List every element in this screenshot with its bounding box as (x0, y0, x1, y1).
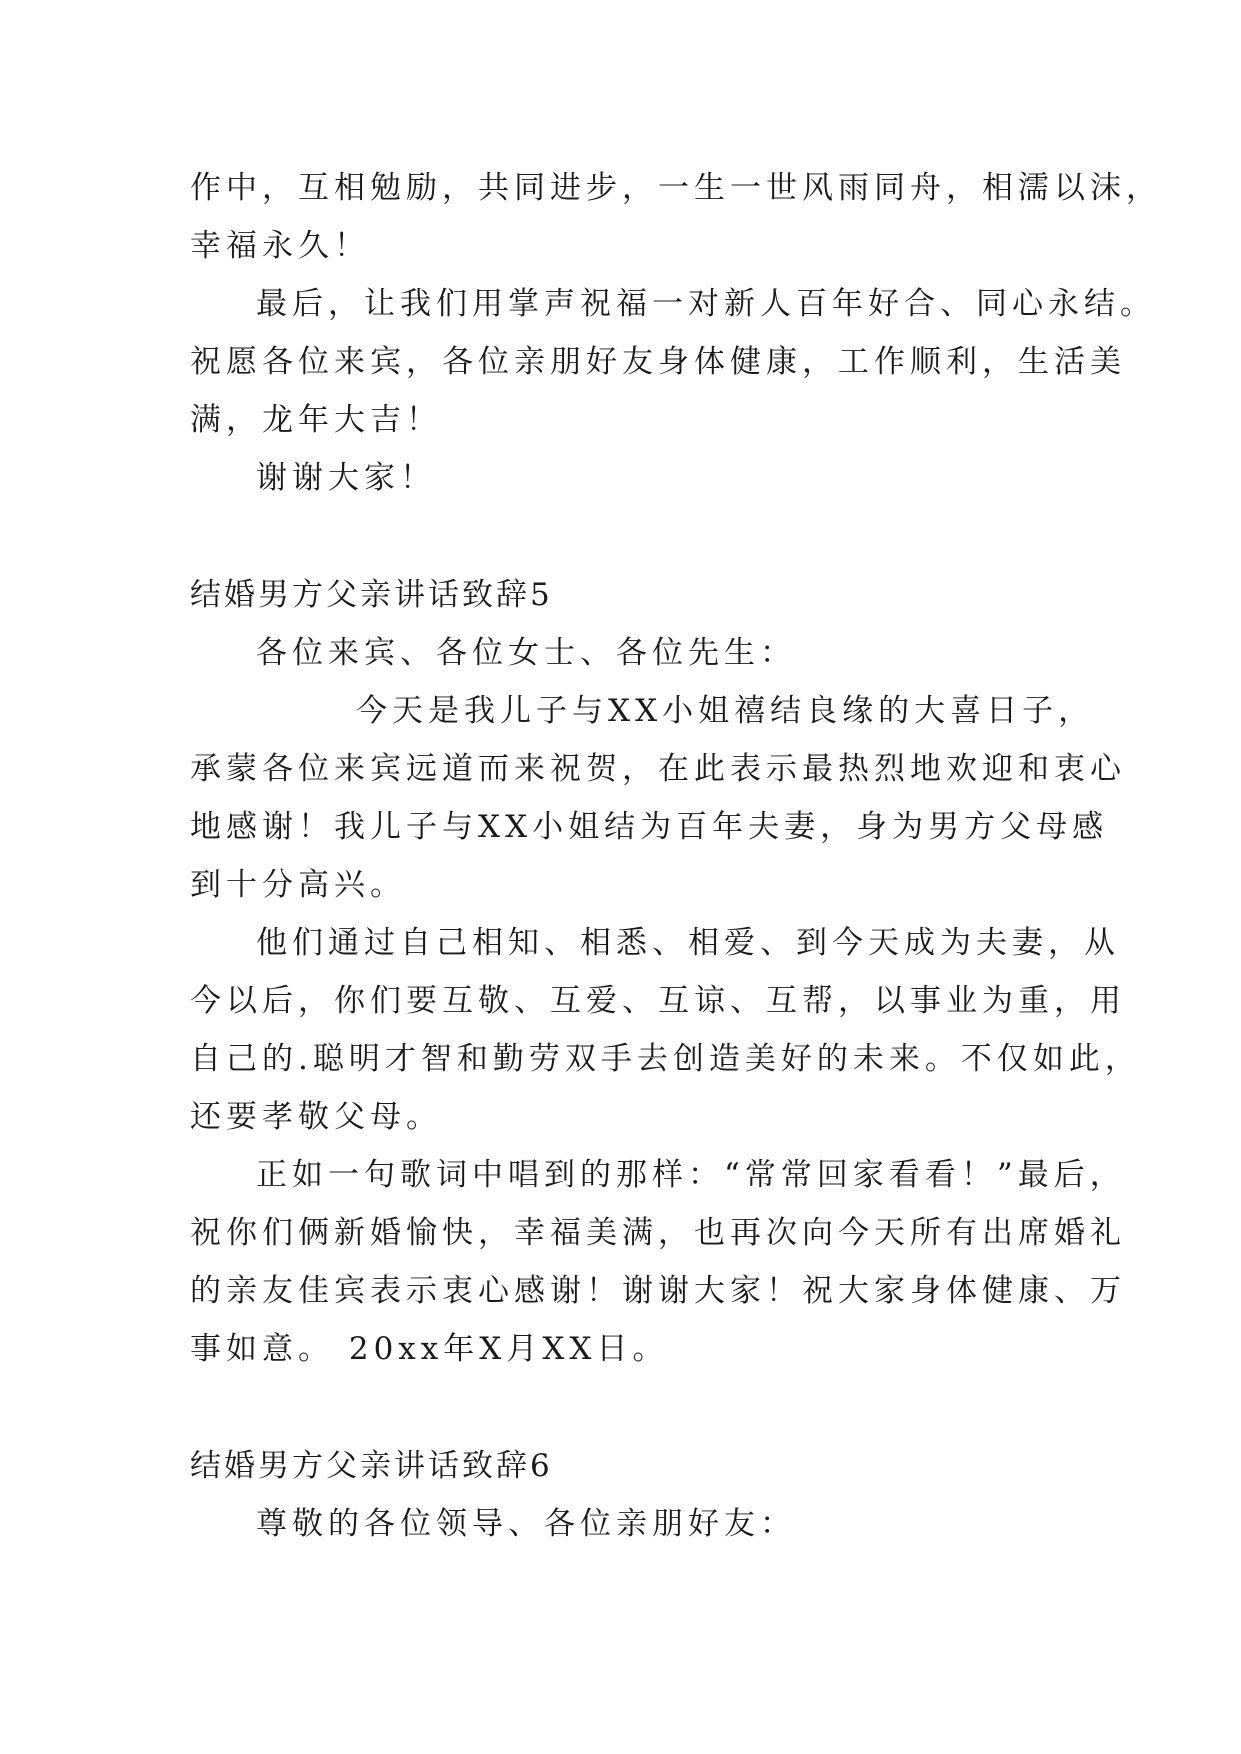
text-line: 他们通过自己相知、相悉、相爱、到今天成为夫妻，从 (256, 925, 1120, 961)
section-heading: 结婚男方父亲讲话致辞5 (190, 577, 553, 613)
text-line: 的亲友佳宾表示衷心感谢！谢谢大家！祝大家身体健康、万 (190, 1273, 1126, 1309)
text-line: 祝愿各位来宾，各位亲朋好友身体健康，工作顺利，生活美 (190, 344, 1126, 380)
section-heading: 结婚男方父亲讲话致辞6 (190, 1448, 553, 1484)
text-line: 幸福永久！ (190, 228, 370, 264)
salutation: 各位来宾、各位女士、各位先生： (256, 635, 796, 671)
text-line: 最后，让我们用掌声祝福一对新人百年好合、同心永结。 (256, 286, 1156, 322)
text-line: 今以后，你们要互敬、互爱、互谅、互帮，以事业为重，用 (190, 983, 1126, 1019)
text-line: 作中，互相勉励，共同进步，一生一世风雨同舟，相濡以沫， (190, 170, 1162, 206)
text-line: 祝你们俩新婚愉快，幸福美满，也再次向今天所有出席婚礼 (190, 1215, 1126, 1251)
text-line: 自己的.聪明才智和勤劳双手去创造美好的未来。不仅如此， (190, 1041, 1141, 1077)
text-line: 承蒙各位来宾远道而来祝贺，在此表示最热烈地欢迎和衷心 (190, 751, 1126, 787)
text-line: 正如一句歌词中唱到的那样：“常常回家看看！”最后， (256, 1157, 1126, 1193)
text-line: 还要孝敬父母。 (190, 1099, 442, 1135)
text-line: 满，龙年大吉！ (190, 402, 442, 438)
text-line: 到十分高兴。 (190, 867, 406, 903)
text-line: 今天是我儿子与XX小姐禧结良缘的大喜日子， (356, 693, 1095, 729)
text-line: 地感谢！我儿子与XX小姐结为百年夫妻，身为男方父母感 (190, 809, 1109, 845)
text-line: 谢谢大家！ (256, 460, 436, 496)
salutation: 尊敬的各位领导、各位亲朋好友： (256, 1506, 796, 1542)
text-line: 事如意。 20xx年X月XX日。 (190, 1331, 669, 1367)
